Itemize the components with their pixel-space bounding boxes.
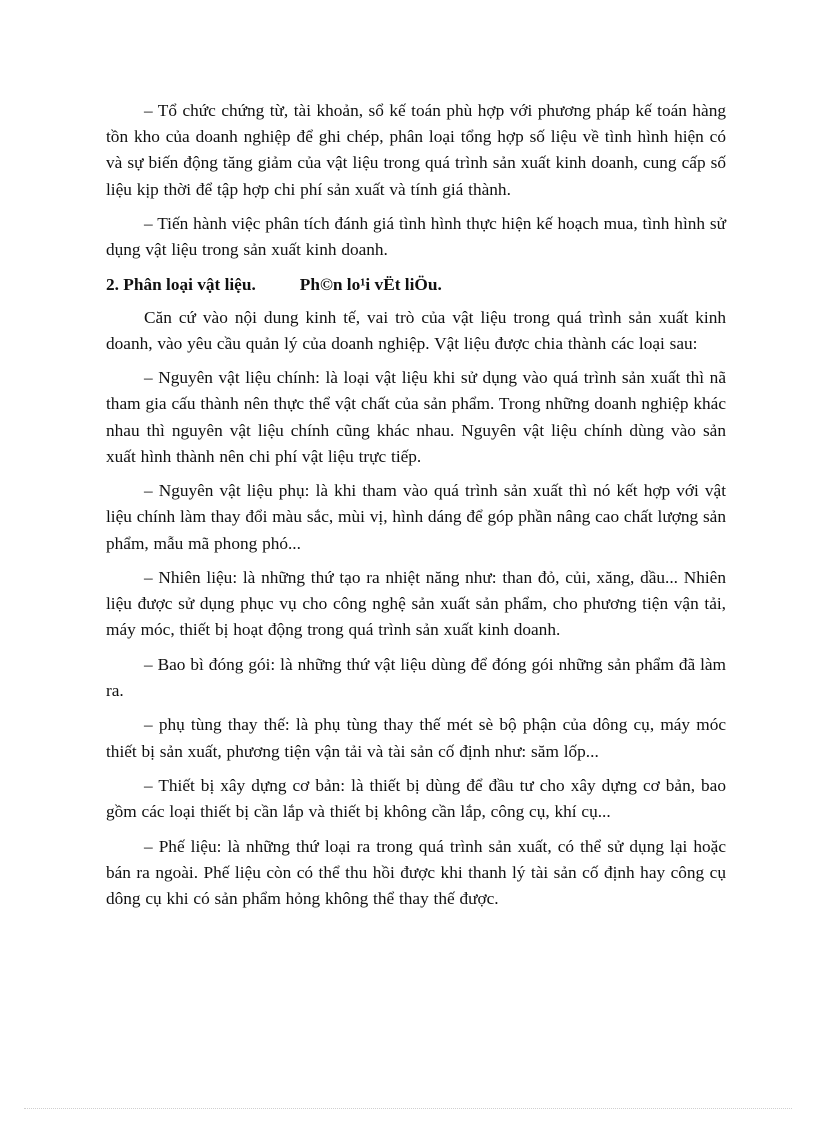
page-content: [106, 98, 726, 920]
paragraph: – Nhiên liệu: là những thứ tạo ra nhiệt năng như: than đỏ, củi, xăng, dầu... Nhiên liệu được sử dụng phục vụ cho công nghệ sản xuất sản phẩm, cho phương tiện vận tải, máy móc, thiết bị hoạt động trong quá trình sản xuất kinh doanh.: [106, 567, 726, 640]
paragraph: – Tổ chức chứng từ, tài khoản, sổ kế toán phù hợp với phương pháp kế toán hàng tồn kho của doanh nghiệp để ghi chép, phân loại tổng hợp số liệu về tình hình hiện có và sự biến động tăng giảm của vật liệu trong quá trình sản xuất kinh doanh, cung cấp số liệu kịp thời để tập hợp chi phí sản xuất và tính giá thành.: [106, 101, 726, 199]
section-heading-title: 2. Phân loại vật liệu.: [106, 274, 256, 294]
paragraph: – Nguyên vật liệu chính: là loại vật liệu khi sử dụng vào quá trình sản xuất thì nã tham gia cấu thành nên thực thể vật chất của sản phẩm. Trong những doanh nghiệp khác nhau thì nguyên vật liệu chính cũng khác nhau. Nguyên vật liệu chính dùng vào sản xuất hình thành nên chi phí vật liệu trực tiếp.: [106, 368, 726, 466]
paragraph: – Bao bì đóng gói: là những thứ vật liệu dùng để đóng gói những sản phẩm đã làm ra.: [106, 654, 726, 700]
footer-divider: [24, 1108, 792, 1109]
paragraph: – Thiết bị xây dựng cơ bản: là thiết bị dùng để đầu tư cho xây dựng cơ bản, bao gồm các loại thiết bị cần lắp và thiết bị không cần lắp, công cụ, khí cụ...: [106, 775, 726, 822]
paragraph: – phụ tùng thay thế: là phụ tùng thay thế mét sè bộ phận của dông cụ, máy móc thiết bị sản xuất, phương tiện vận tải và tài sản cố định như: săm lốp...: [106, 715, 726, 761]
paragraph: – Phế liệu: là những thứ loại ra trong quá trình sản xuất, có thể sử dụng lại hoặc bán ra ngoài. Phế liệu còn có thể thu hồi được khi thanh lý tài sản cố định hay công cụ dông cụ khi có sản phẩm hỏng không thể thay thế được.: [106, 836, 726, 908]
paragraph: – Nguyên vật liệu phụ: là khi tham vào quá trình sản xuất thì nó kết hợp với vật liệu chính làm thay đổi màu sắc, mùi vị, hình dáng để góp phần nâng cao chất lượng sản phẩm, mẫu mã phong phó...: [106, 481, 726, 553]
section-heading-garbled: Ph©n lo¹i vËt liÖu.: [299, 274, 442, 294]
paragraph: Căn cứ vào nội dung kinh tế, vai trò của vật liệu trong quá trình sản xuất kinh doanh, vào yêu cầu quản lý của doanh nghiệp. Vật liệu được chia thành các loại sau:: [106, 307, 726, 353]
section-heading: [106, 272, 726, 298]
paragraph: – Tiến hành việc phân tích đánh giá tình hình thực hiện kế hoạch mua, tình hình sử dụng vật liệu trong sản xuất kinh doanh.: [106, 214, 726, 260]
